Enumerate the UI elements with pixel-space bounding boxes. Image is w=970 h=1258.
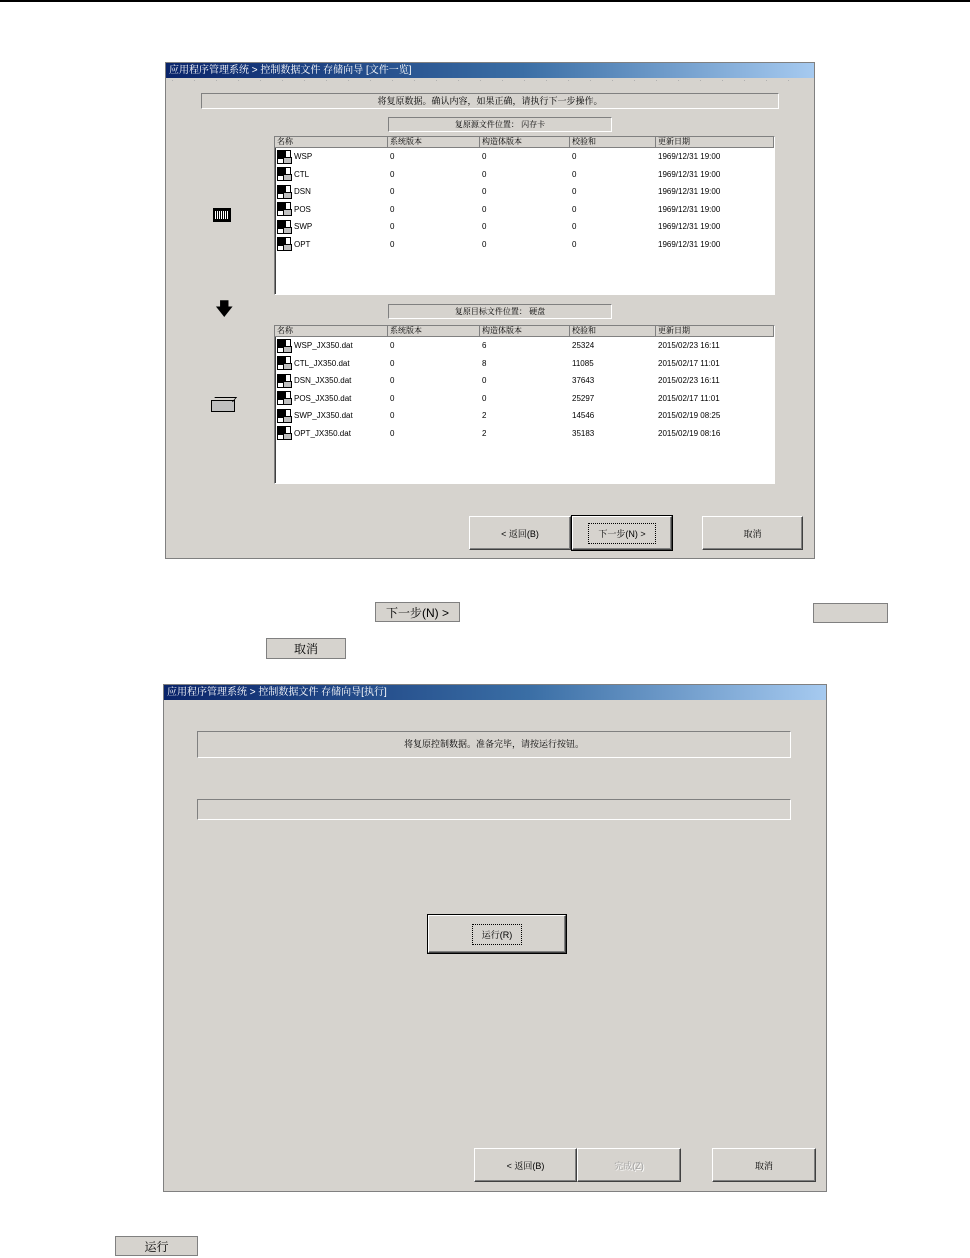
inline-cancel-button-image	[266, 638, 346, 659]
checksum-cell: 11085	[572, 358, 594, 368]
file-name-cell	[275, 374, 388, 388]
system-version-cell: 0	[390, 152, 395, 162]
finish-button-label: 完成(Z)	[614, 1160, 644, 1171]
checksum-cell: 0	[572, 239, 577, 249]
file-name-cell	[275, 185, 388, 199]
col-name[interactable]: 名称	[275, 326, 388, 337]
back-button[interactable]	[469, 516, 571, 550]
file-name-text: CTL	[294, 169, 310, 179]
checksum-cell: 35183	[572, 428, 595, 438]
target-file-list[interactable]	[274, 325, 775, 484]
structure-version-cell: 2	[482, 411, 487, 421]
source-file-list[interactable]	[274, 136, 775, 295]
inline-cancel-label: 取消	[293, 642, 318, 656]
structure-version-cell: 0	[482, 187, 487, 197]
file-row[interactable]	[275, 372, 774, 390]
file-name-cell	[275, 356, 388, 370]
file-name-cell	[275, 167, 388, 181]
update-date-cell: 2015/02/17 11:01	[658, 393, 720, 403]
structure-version-cell: 0	[482, 152, 487, 162]
file-name-cell	[275, 220, 388, 234]
system-version-cell: 0	[390, 358, 395, 368]
checksum-cell: 0	[572, 222, 577, 232]
next-button-label: 下一步(N) >	[592, 527, 651, 540]
cancel-button[interactable]	[702, 516, 803, 550]
inline-run-label: 运行	[144, 1239, 169, 1254]
system-version-cell: 0	[390, 428, 395, 438]
file-icon	[277, 185, 291, 199]
source-list-header	[275, 137, 774, 148]
structure-version-cell: 0	[482, 239, 487, 249]
file-icon	[277, 202, 291, 216]
col-checksum[interactable]: 校验和	[570, 137, 656, 148]
file-name-text: DSN	[294, 187, 311, 197]
col-checksum[interactable]: 校验和	[570, 326, 656, 337]
source-location-label: 复原源文件位置： 闪存卡	[388, 117, 612, 132]
col-system-version[interactable]: 系统版本	[388, 326, 480, 337]
cancel-button-label: 取消	[743, 528, 762, 539]
target-list-body	[275, 337, 774, 442]
col-system-version[interactable]: 系统版本	[388, 137, 480, 148]
inline-blank-button-image	[813, 603, 888, 623]
file-row[interactable]	[275, 183, 774, 201]
update-date-cell: 1969/12/31 19:00	[658, 204, 721, 214]
next-button[interactable]	[572, 516, 672, 550]
file-name-text: POS	[294, 204, 311, 214]
update-date-cell: 2015/02/23 16:11	[658, 376, 720, 386]
update-date-cell: 1969/12/31 19:00	[658, 187, 721, 197]
instruction-banner	[197, 731, 791, 758]
update-date-cell: 1969/12/31 19:00	[658, 239, 721, 249]
structure-version-cell: 0	[482, 393, 487, 403]
window-title: 应用程序管理系统 > 控制数据文件 存储向导 [文件一览]	[166, 63, 814, 78]
source-list-body	[275, 148, 774, 253]
file-row[interactable]	[275, 425, 774, 443]
checksum-cell: 25297	[572, 393, 595, 403]
down-arrow-icon: 🡇	[215, 299, 234, 319]
dotted-separator	[172, 80, 808, 81]
structure-version-cell: 2	[482, 428, 487, 438]
system-version-cell: 0	[390, 222, 395, 232]
file-row[interactable]	[275, 390, 774, 408]
file-row[interactable]	[275, 355, 774, 373]
back-button-label: < 返回(B)	[506, 1160, 545, 1171]
file-icon	[277, 150, 291, 164]
checksum-cell: 0	[572, 152, 577, 162]
update-date-cell: 2015/02/17 11:01	[658, 358, 720, 368]
structure-version-cell: 0	[482, 376, 487, 386]
system-version-cell: 0	[390, 169, 395, 179]
system-version-cell: 0	[390, 239, 395, 249]
hard-disk-icon	[211, 400, 235, 412]
col-update-date[interactable]: 更新日期	[656, 326, 774, 337]
page-top-rule	[0, 0, 970, 2]
cancel-button-label: 取消	[754, 1160, 773, 1171]
file-name-text: DSN_JX350.dat	[294, 376, 352, 386]
file-icon	[277, 409, 291, 423]
checksum-cell: 14546	[572, 411, 595, 421]
update-date-cell: 2015/02/19 08:25	[658, 411, 721, 421]
system-version-cell: 0	[390, 204, 395, 214]
file-name-cell	[275, 409, 388, 423]
wizard-execute-window	[163, 684, 827, 1192]
file-icon	[277, 356, 291, 370]
file-name-text: SWP	[294, 222, 313, 232]
col-update-date[interactable]: 更新日期	[656, 137, 774, 148]
file-name-text: WSP_JX350.dat	[294, 341, 353, 351]
run-button-label: 运行(R)	[476, 928, 519, 941]
file-icon	[277, 167, 291, 181]
file-name-cell	[275, 426, 388, 440]
back-button-label: < 返回(B)	[501, 528, 539, 539]
target-list-header	[275, 326, 774, 337]
instruction-text: 将复原数据。确认内容，如果正确，请执行下一步操作。	[377, 96, 603, 106]
structure-version-cell: 0	[482, 204, 487, 214]
system-version-cell: 0	[390, 393, 395, 403]
system-version-cell: 0	[390, 411, 395, 421]
structure-version-cell: 0	[482, 169, 487, 179]
file-icon	[277, 374, 291, 388]
checksum-cell: 0	[572, 204, 577, 214]
window-title: 应用程序管理系统 > 控制数据文件 存储向导[执行]	[164, 685, 826, 700]
file-row[interactable]	[275, 218, 774, 236]
file-name-text: POS_JX350.dat	[294, 393, 352, 403]
file-icon	[277, 237, 291, 251]
target-location-label: 复原目标文件位置： 硬盘	[388, 304, 612, 319]
file-name-text: WSP	[294, 152, 313, 162]
file-name-text: OPT	[294, 239, 311, 249]
checksum-cell: 37643	[572, 376, 595, 386]
file-row[interactable]	[275, 407, 774, 425]
run-button[interactable]	[428, 915, 566, 953]
file-icon	[277, 391, 291, 405]
update-date-cell: 1969/12/31 19:00	[658, 222, 721, 232]
wizard-file-list-window	[165, 62, 815, 559]
file-icon	[277, 220, 291, 234]
update-date-cell: 2015/02/19 08:16	[658, 428, 721, 438]
checksum-cell: 25324	[572, 341, 595, 351]
file-name-cell	[275, 339, 388, 353]
update-date-cell: 1969/12/31 19:00	[658, 152, 721, 162]
inline-next-button-image	[375, 602, 460, 622]
col-name[interactable]: 名称	[275, 137, 388, 148]
checksum-cell: 0	[572, 169, 577, 179]
file-name-cell	[275, 150, 388, 164]
file-icon	[277, 426, 291, 440]
back-button[interactable]	[474, 1148, 577, 1182]
inline-next-label: 下一步(N) >	[385, 605, 449, 620]
system-version-cell: 0	[390, 187, 395, 197]
flash-card-icon	[213, 208, 231, 222]
system-version-cell: 0	[390, 341, 395, 351]
file-name-text: CTL_JX350.dat	[294, 358, 350, 368]
inline-run-button-image	[115, 1236, 198, 1256]
update-date-cell: 2015/02/23 16:11	[658, 341, 720, 351]
file-name-cell	[275, 237, 388, 251]
file-row[interactable]	[275, 337, 774, 355]
file-row[interactable]	[275, 236, 774, 254]
progress-bar	[197, 799, 791, 820]
file-name-text: SWP_JX350.dat	[294, 411, 353, 421]
update-date-cell: 1969/12/31 19:00	[658, 169, 721, 179]
file-row[interactable]	[275, 166, 774, 184]
instruction-text: 将复原控制数据。准备完毕，请按运行按钮。	[403, 739, 584, 749]
structure-version-cell: 6	[482, 341, 487, 351]
instruction-banner	[201, 93, 779, 109]
file-icon	[277, 339, 291, 353]
finish-button[interactable]	[577, 1148, 681, 1182]
file-name-text: OPT_JX350.dat	[294, 428, 351, 438]
col-structure-version[interactable]: 构造体版本	[480, 137, 570, 148]
file-name-cell	[275, 391, 388, 405]
structure-version-cell: 0	[482, 222, 487, 232]
cancel-button[interactable]	[712, 1148, 816, 1182]
checksum-cell: 0	[572, 187, 577, 197]
structure-version-cell: 8	[482, 358, 487, 368]
system-version-cell: 0	[390, 376, 395, 386]
col-structure-version[interactable]: 构造体版本	[480, 326, 570, 337]
file-row[interactable]	[275, 201, 774, 219]
file-row[interactable]	[275, 148, 774, 166]
file-name-cell	[275, 202, 388, 216]
